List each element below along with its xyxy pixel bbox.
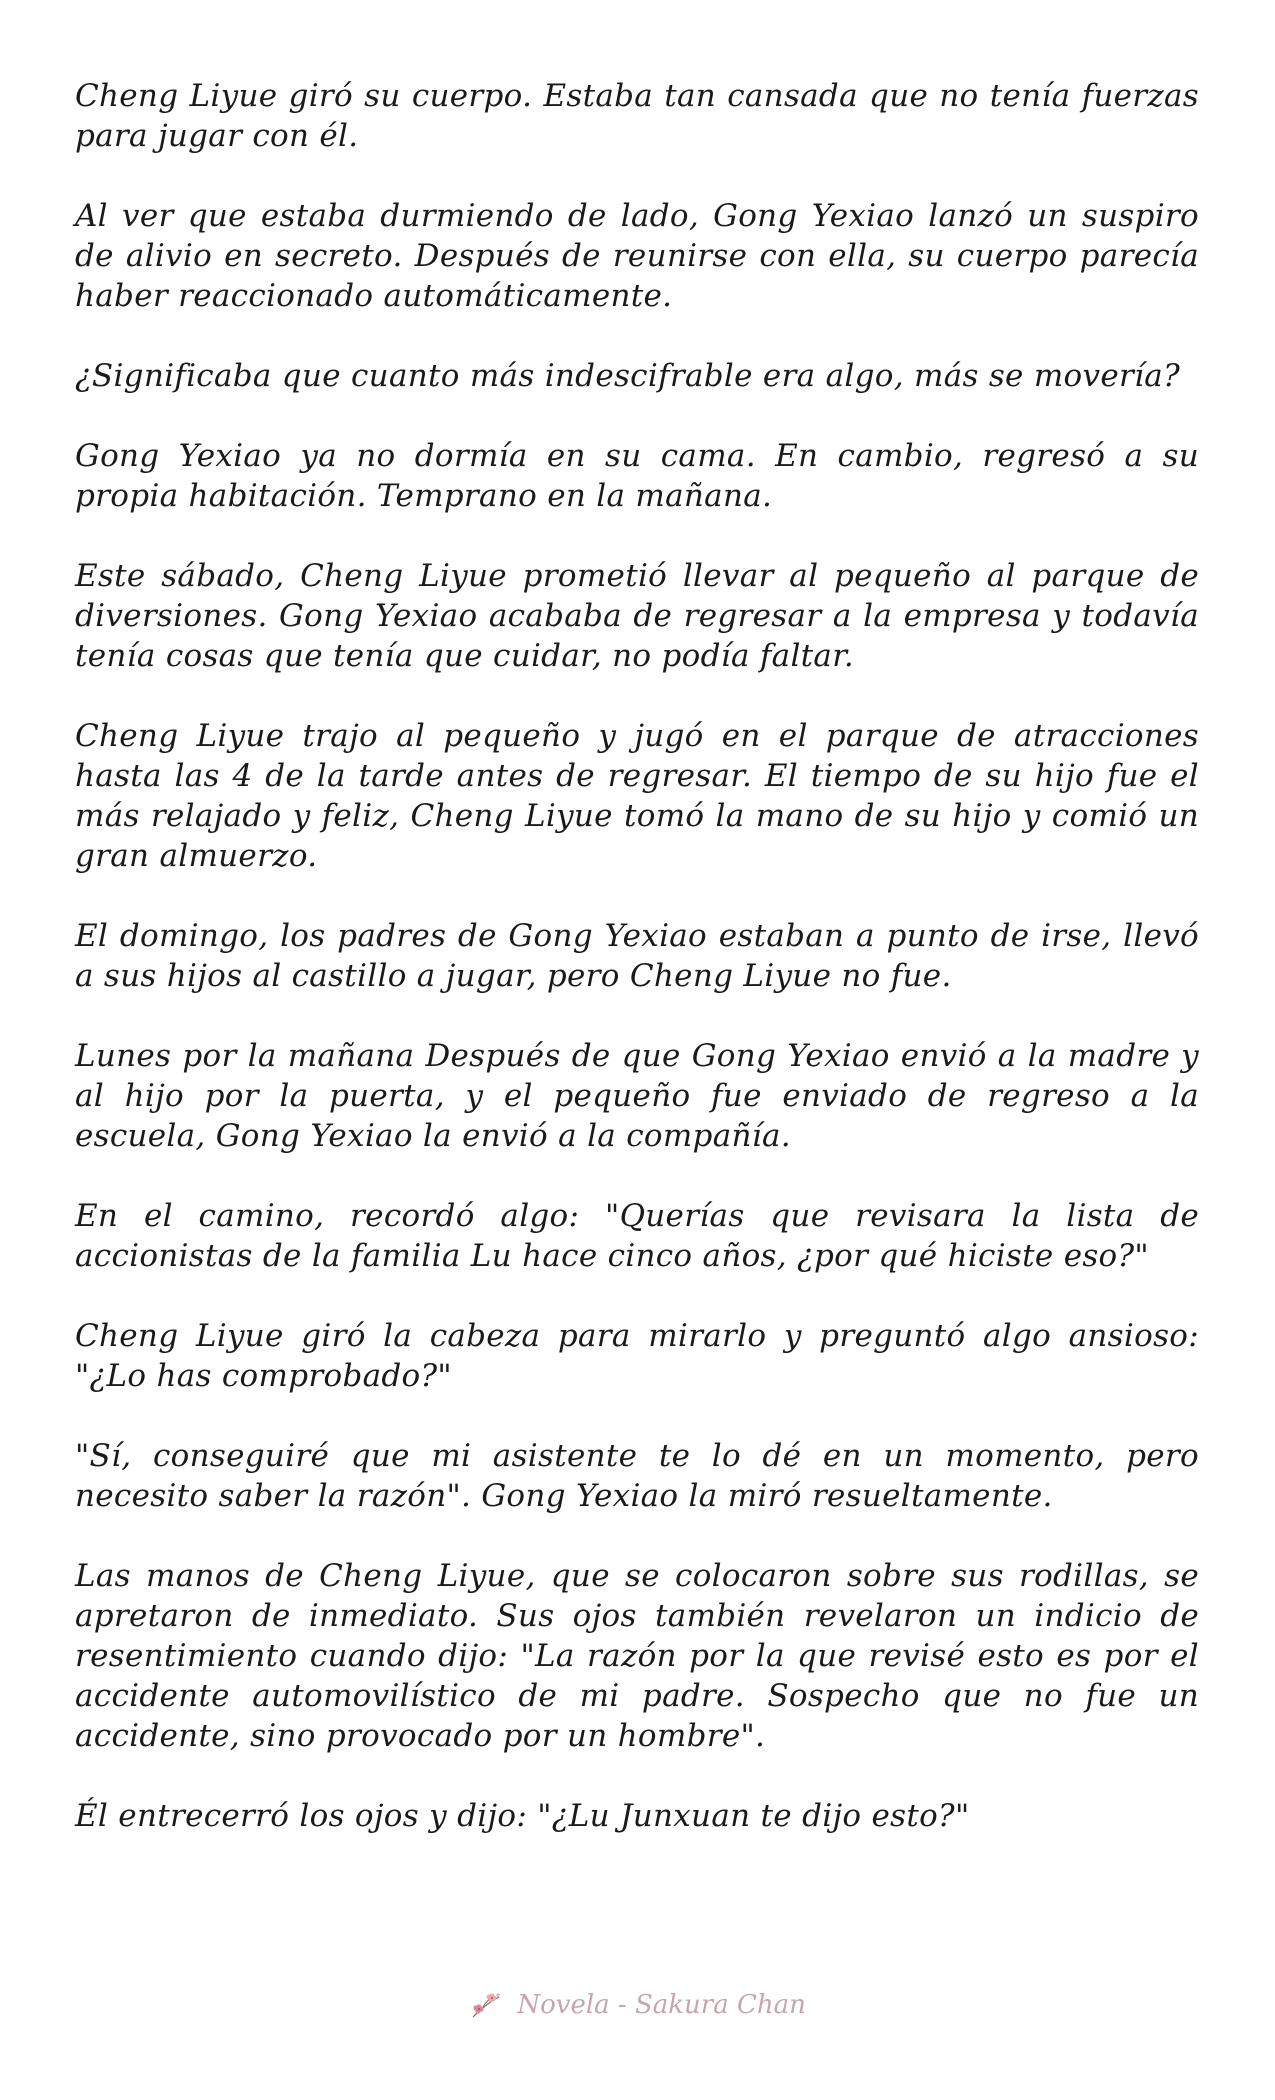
paragraph-12: Las manos de Cheng Liyue, que se colocaron sobre sus rodillas, se apretaron de inmediato. Sus ojos también revelaron un indicio de resentimiento cuando dijo: "La razón por la que revisé esto es por el accidente automovilístico de mi padre. Sospecho que no fue un accidente, sino provocado por un hombre". [75, 1558, 1199, 1754]
paragraph-13: Él entrecerró los ojos y dijo: "¿Lu Junxuan te dijo esto?" [75, 1798, 970, 1834]
paragraph-10: Cheng Liyue giró la cabeza para mirarlo y preguntó algo ansioso: "¿Lo has comprobado?" [75, 1318, 1199, 1394]
paragraph-6: Cheng Liyue trajo al pequeño y jugó en el parque de atracciones hasta las 4 de la tarde antes de regresar. El tiempo de su hijo fue el más relajado y feliz, Cheng Liyue tomó la mano de su hijo y comió un gran almuerzo. [75, 718, 1199, 874]
paragraph-7: El domingo, los padres de Gong Yexiao estaban a punto de irse, llevó a sus hijos al castillo a jugar, pero Cheng Liyue no fue. [75, 918, 1199, 994]
cherry-blossom-icon [469, 1991, 503, 2021]
paragraph-8: Lunes por la mañana Después de que Gong Yexiao envió a la madre y al hijo por la puerta, y el pequeño fue enviado de regreso a la escuela, Gong Yexiao la envió a la compañía. [75, 1038, 1199, 1154]
paragraph-5: Este sábado, Cheng Liyue prometió llevar al pequeño al parque de diversiones. Gong Yexiao acababa de regresar a la empresa y todavía tenía cosas que tenía que cuidar, no podía faltar. [75, 558, 1199, 674]
watermark-text: Novela - Sakura Chan [517, 1990, 806, 2020]
watermark [0, 1990, 1275, 2021]
paragraph-2: Al ver que estaba durmiendo de lado, Gong Yexiao lanzó un suspiro de alivio en secreto. Después de reunirse con ella, su cuerpo parecía haber reaccionado automáticamente. [75, 198, 1199, 314]
paragraph-3: ¿Significaba que cuanto más indescifrable era algo, más se movería? [75, 358, 1181, 394]
paragraph-9: En el camino, recordó algo: "Querías que revisara la lista de accionistas de la familia Lu hace cinco años, ¿por qué hiciste eso?" [75, 1198, 1199, 1274]
paragraph-4: Gong Yexiao ya no dormía en su cama. En cambio, regresó a su propia habitación. Temprano en la mañana. [75, 438, 1199, 514]
paragraph-1: Cheng Liyue giró su cuerpo. Estaba tan cansada que no tenía fuerzas para jugar con él. [75, 78, 1199, 154]
document-body [75, 76, 1199, 1876]
paragraph-11: "Sí, conseguiré que mi asistente te lo dé en un momento, pero necesito saber la razón". Gong Yexiao la miró resueltamente. [75, 1438, 1199, 1514]
